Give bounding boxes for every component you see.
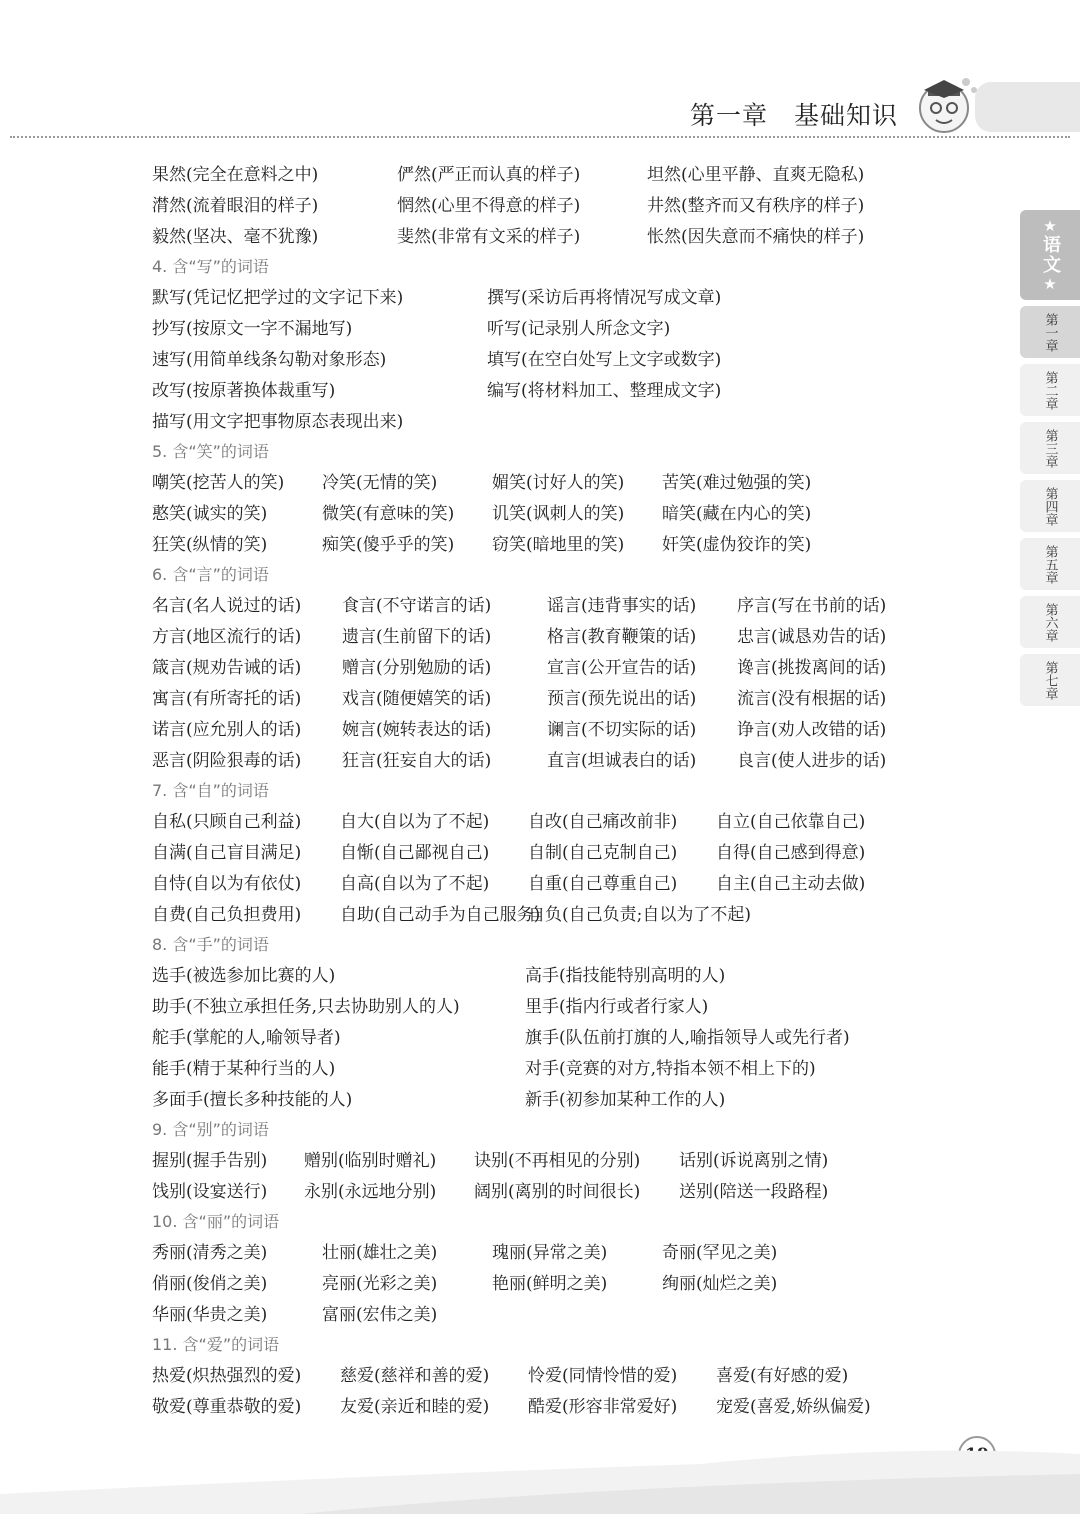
chapter-label: 第七章 [1042,660,1058,700]
vocab-row [152,588,932,619]
vocab-row [152,1235,932,1266]
vocab-entry: 寓言(有所寄托的话) [152,689,302,709]
vocab-row [152,866,932,897]
header-tab [975,82,1080,132]
vocab-entry: 井然(整齐而又有秩序的样子) [647,196,865,216]
chapter-title: 第一章 基础知识 [689,101,898,130]
vocab-entry: 自助(自己动手为自己服务) [340,905,541,925]
vocab-entry: 自恃(自以为有依仗) [152,874,302,894]
vocab-entry: 能手(精于某种行当的人) [152,1059,336,1079]
tab-chapter-6[interactable] [1020,596,1080,648]
tab-chapter-3[interactable] [1020,422,1080,474]
vocab-entry: 奸笑(虚伪狡诈的笑) [662,535,812,555]
vocab-entry: 高手(指技能特别高明的人) [525,966,726,986]
section-heading: 6. 含“言”的词语 [152,564,269,584]
vocab-entry: 憨笑(诚实的笑) [152,504,268,524]
vocab-entry: 酷爱(形容非常爱好) [528,1397,678,1417]
tab-chapter-7[interactable] [1020,654,1080,706]
vocab-entry: 自负(自己负责;自以为了不起) [528,905,751,925]
vocab-entry: 敬爱(尊重恭敬的爱) [152,1397,302,1417]
vocab-entry: 听写(记录别人所念文字) [487,319,671,339]
vocab-entry: 默写(凭记忆把学过的文字记下来) [152,288,404,308]
section-heading: 11. 含“爱”的词语 [152,1334,280,1354]
vocab-entry: 坦然(心里平静、直爽无隐私) [647,165,865,185]
tab-chapter-1[interactable] [1020,306,1080,358]
vocab-entry: 自高(自以为了不起) [340,874,490,894]
vocab-entry: 选手(被选参加比赛的人) [152,966,336,986]
vocab-entry: 赠言(分别勉励的话) [342,658,492,678]
vocab-entry: 助手(不独立承担任务,只去协助别人的人) [152,997,460,1017]
vocab-entry: 自私(只顾自己利益) [152,812,302,832]
vocab-entry: 怅然(因失意而不痛快的样子) [647,227,865,247]
vocab-entry: 赠别(临别时赠礼) [304,1151,437,1171]
vocab-entry: 嘲笑(挖苦人的笑) [152,473,285,493]
vocab-entry: 箴言(规劝告诫的话) [152,658,302,678]
vocab-entry: 自改(自己痛改前非) [528,812,678,832]
section-heading: 5. 含“笑”的词语 [152,441,269,461]
vocab-entry: 话别(诉说离别之情) [679,1151,829,1171]
vocab-entry: 方言(地区流行的话) [152,627,302,647]
vocab-entry: 自满(自己盲目满足) [152,843,302,863]
vocab-entry: 恶言(阴险狠毒的话) [152,751,302,771]
vocab-entry: 自制(自己克制自己) [528,843,678,863]
vocab-row [152,342,932,373]
vocab-row [152,219,932,250]
vocab-entry: 对手(竞赛的对方,特指本领不相上下的) [525,1059,816,1079]
vocab-entry: 名言(名人说过的话) [152,596,302,616]
vocab-entry: 饯别(设宴送行) [152,1182,268,1202]
vocab-entry: 撰写(采访后再将情况写成文章) [487,288,722,308]
vocab-entry: 改写(按原著换体裁重写) [152,381,336,401]
vocab-entry: 旗手(队伍前打旗的人,喻指领导人或先行者) [525,1028,850,1048]
vocab-entry: 舵手(掌舵的人,喻领导者) [152,1028,341,1048]
vocab-entry: 壮丽(雄壮之美) [322,1243,438,1263]
vocab-entry: 微笑(有意味的笑) [322,504,455,524]
vocab-row [152,897,932,928]
header-divider [10,136,1070,138]
vocab-entry: 自大(自以为了不起) [340,812,490,832]
subject-tab[interactable]: ★ 语文 ★ [1020,210,1080,300]
vocab-entry: 窃笑(暗地里的笑) [492,535,625,555]
subject-label: 语文 [1040,235,1061,275]
vocab-row [152,804,932,835]
vocab-entry: 谣言(违背事实的话) [547,596,697,616]
vocab-row [152,958,932,989]
vocab-entry: 谗言(挑拨离间的话) [737,658,887,678]
vocab-entry: 华丽(华贵之美) [152,1305,268,1325]
vocab-entry: 瑰丽(异常之美) [492,1243,608,1263]
vocab-entry: 直言(坦诚表白的话) [547,751,697,771]
footer-decoration [0,1404,1080,1514]
chapter-label: 第二章 [1042,370,1058,410]
vocab-row [152,1174,932,1205]
vocab-entry: 喜爱(有好感的爱) [716,1366,849,1386]
chapter-label: 第三章 [1042,428,1058,468]
tab-chapter-5[interactable] [1020,538,1080,590]
tab-chapter-4[interactable] [1020,480,1080,532]
vocab-row [152,1266,932,1297]
vocab-entry: 自得(自己感到得意) [716,843,866,863]
vocab-row [152,1082,932,1113]
vocab-entry: 怜爱(同情怜惜的爱) [528,1366,678,1386]
vocab-entry: 编写(将材料加工、整理成文字) [487,381,722,401]
vocab-row [152,1297,932,1328]
vocab-row [152,311,932,342]
mascot-icon [908,72,980,136]
vocab-row [152,712,932,743]
vocab-entry: 惘然(心里不得意的样子) [397,196,581,216]
vocab-row [152,989,932,1020]
vocab-entry: 序言(写在书前的话) [737,596,887,616]
vocab-entry: 冷笑(无情的笑) [322,473,438,493]
vocab-entry: 永别(永远地分别) [304,1182,437,1202]
vocab-entry: 遗言(生前留下的话) [342,627,492,647]
vocab-entry: 亮丽(光彩之美) [322,1274,438,1294]
vocab-entry: 暗笑(藏在内心的笑) [662,504,812,524]
chapter-label: 第五章 [1042,544,1058,584]
vocab-entry: 填写(在空白处写上文字或数字) [487,350,722,370]
vocab-entry: 讥笑(讽刺人的笑) [492,504,625,524]
vocab-entry: 狂言(狂妄自大的话) [342,751,492,771]
vocab-entry: 多面手(擅长多种技能的人) [152,1090,353,1110]
vocab-entry: 自立(自己依靠自己) [716,812,866,832]
vocab-entry: 毅然(坚决、毫不犹豫) [152,227,319,247]
vocab-entry: 绚丽(灿烂之美) [662,1274,778,1294]
vocab-entry: 痴笑(傻乎乎的笑) [322,535,455,555]
vocab-entry: 格言(教育鞭策的话) [547,627,697,647]
vocab-entry: 潸然(流着眼泪的样子) [152,196,319,216]
section-heading: 8. 含“手”的词语 [152,934,269,954]
vocab-entry: 果然(完全在意料之中) [152,165,319,185]
vocab-entry: 送别(陪送一段路程) [679,1182,829,1202]
vocab-row [152,404,932,435]
vocab-row [152,1020,932,1051]
vocab-entry: 诀别(不再相见的分别) [474,1151,641,1171]
chapter-label: 第四章 [1042,486,1058,526]
vocab-entry: 诤言(劝人改错的话) [737,720,887,740]
section-heading: 4. 含“写”的词语 [152,256,269,276]
vocab-row [152,743,932,774]
vocab-entry: 奇丽(罕见之美) [662,1243,778,1263]
vocab-entry: 食言(不守诺言的话) [342,596,492,616]
vocab-entry: 自惭(自己鄙视自己) [340,843,490,863]
vocab-entry: 艳丽(鲜明之美) [492,1274,608,1294]
vocab-row [152,650,932,681]
vocab-row [152,373,932,404]
vocab-entry: 媚笑(讨好人的笑) [492,473,625,493]
vocab-entry: 良言(使人进步的话) [737,751,887,771]
vocab-entry: 俏丽(俊俏之美) [152,1274,268,1294]
vocab-entry: 宣言(公开宣告的话) [547,658,697,678]
vocab-row [152,527,932,558]
vocab-entry: 自主(自己主动去做) [716,874,866,894]
vocab-row [152,1051,932,1082]
vocab-entry: 描写(用文字把事物原态表现出来) [152,412,404,432]
section-heading: 9. 含“别”的词语 [152,1119,269,1139]
vocab-row [152,1143,932,1174]
vocab-entry: 秀丽(清秀之美) [152,1243,268,1263]
vocab-entry: 抄写(按原文一字不漏地写) [152,319,353,339]
vocab-entry: 忠言(诚恳劝告的话) [737,627,887,647]
chapter-label: 第一章 [1042,312,1058,352]
vocab-entry: 速写(用简单线条勾勒对象形态) [152,350,387,370]
vocab-row [152,1358,932,1389]
vocab-row [152,681,932,712]
section-heading: 10. 含“丽”的词语 [152,1211,280,1231]
vocab-entry: 诺言(应允别人的话) [152,720,302,740]
vocab-row [152,465,932,496]
vocab-row [152,188,932,219]
chapter-label: 第六章 [1042,602,1058,642]
vocab-entry: 宠爱(喜爱,娇纵偏爱) [716,1397,871,1417]
tab-chapter-2[interactable] [1020,364,1080,416]
vocab-row [152,835,932,866]
vocab-entry: 婉言(婉转表达的话) [342,720,492,740]
vocab-entry: 流言(没有根据的话) [737,689,887,709]
vocab-entry: 阔别(离别的时间很长) [474,1182,641,1202]
vocab-entry: 狂笑(纵情的笑) [152,535,268,555]
chapter-sidebar [1020,210,1080,706]
vocab-row [152,157,932,188]
vocab-entry: 戏言(随便嬉笑的话) [342,689,492,709]
vocab-entry: 斐然(非常有文采的样子) [397,227,581,247]
vocab-entry: 富丽(宏伟之美) [322,1305,438,1325]
vocab-entry: 慈爱(慈祥和善的爱) [340,1366,490,1386]
vocab-entry: 谰言(不切实际的话) [547,720,697,740]
vocab-entry: 热爱(炽热强烈的爱) [152,1366,302,1386]
vocab-entry: 自重(自己尊重自己) [528,874,678,894]
vocab-row [152,619,932,650]
vocab-entry: 预言(预先说出的话) [547,689,697,709]
vocabulary-list [152,157,932,1420]
vocab-row [152,280,932,311]
vocab-entry: 握别(握手告别) [152,1151,268,1171]
vocab-entry: 友爱(亲近和睦的爱) [340,1397,490,1417]
vocab-entry: 苦笑(难过勉强的笑) [662,473,812,493]
vocab-entry: 俨然(严正而认真的样子) [397,165,581,185]
section-heading: 7. 含“自”的词语 [152,780,269,800]
vocab-entry: 新手(初参加某种工作的人) [525,1090,726,1110]
vocab-entry: 自费(自己负担费用) [152,905,302,925]
vocab-row [152,496,932,527]
vocab-entry: 里手(指内行或者行家人) [525,997,709,1017]
